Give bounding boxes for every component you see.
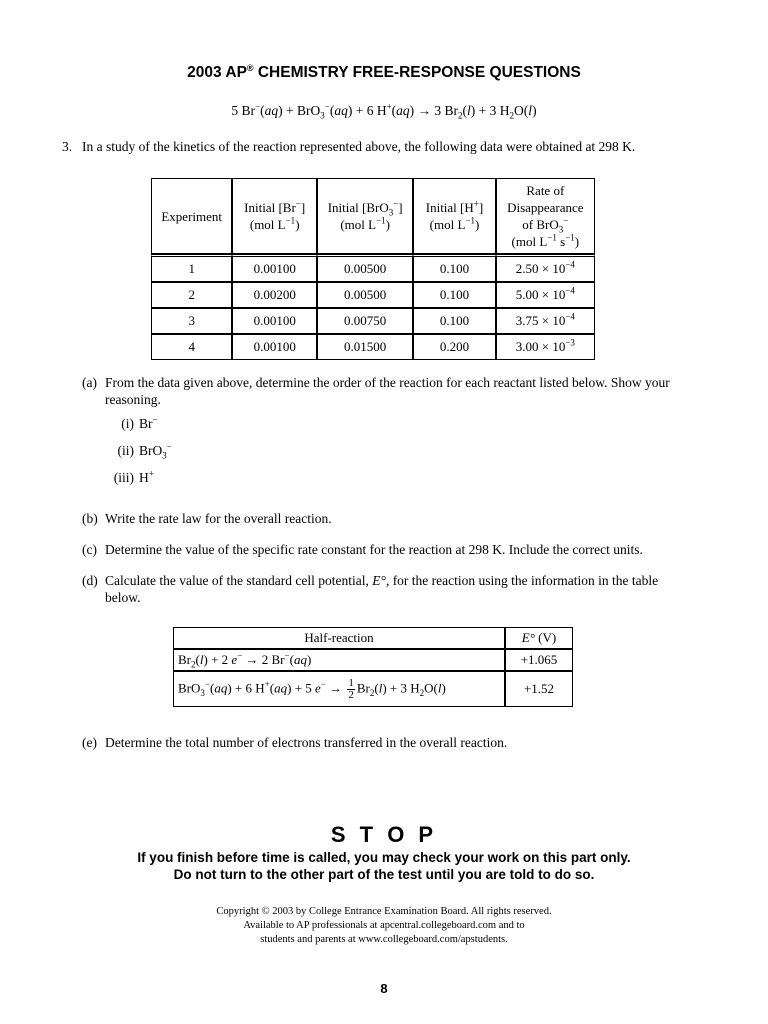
table-row [173, 671, 573, 707]
table-row [151, 282, 595, 308]
e-value-bro3: +1.52 [505, 671, 573, 707]
header-h: Initial [H+] (mol $L^{-1}$) [413, 178, 495, 254]
cell-h: 0.100 [413, 308, 495, 334]
table-row [151, 334, 595, 360]
part-a-label: (a) [82, 375, 97, 390]
part-b [82, 510, 332, 527]
cell-experiment: 2 [151, 282, 232, 308]
part-e [82, 734, 507, 751]
half-reaction-br2: $Br_2(l) + 2$ e− → 2 Br−(aq) [173, 649, 505, 671]
stop-message-line1: If you finish before time is called, you may check your work on this part only. [137, 850, 631, 865]
table-row [151, 254, 595, 282]
header-br: Initial [Br−] (mol $L^{-1}$) [232, 178, 317, 254]
cell-h: 0.100 [413, 254, 495, 282]
cell-h: 0.200 [413, 334, 495, 360]
question-3-intro [62, 139, 635, 155]
part-e-label: (e) [82, 735, 97, 750]
part-e-text: Determine the total number of electrons transferred in the overall reaction. [105, 735, 508, 750]
header-half-reaction: Half-reaction [173, 627, 505, 649]
e-value-br2: +1.065 [505, 649, 573, 671]
rate-data-table [151, 178, 595, 360]
cell-br: 0.00200 [232, 282, 317, 308]
cell-bro3: 0.00500 [317, 282, 413, 308]
cell-br: 0.00100 [232, 334, 317, 360]
part-a [82, 374, 670, 408]
part-c [82, 541, 643, 558]
cell-br: 0.00100 [232, 308, 317, 334]
part-d-label: (d) [82, 573, 98, 588]
question-text: In a study of the kinetics of the reaction represented above, the following data were obtained at 298 K. [82, 139, 636, 154]
part-b-text: Write the rate law for the overall reaction. [105, 511, 332, 526]
part-d: (d) Calculate the value of the standard cell potential, E°, for the reaction using the information in the table below. [82, 573, 659, 605]
stop-heading: S T O P [330, 822, 438, 847]
header-e-standard: E° (V) [505, 627, 573, 649]
copyright-line3: students and parents at www.collegeboard.com/apstudents. [260, 934, 508, 945]
cell-experiment: 1 [151, 254, 232, 282]
cell-bro3: 0.01500 [317, 334, 413, 360]
table-row [151, 308, 595, 334]
cell-experiment: 3 [151, 308, 232, 334]
cell-h: 0.100 [413, 282, 495, 308]
page-title: 2003 AP® CHEMISTRY FREE-RESPONSE QUESTIONS [187, 62, 581, 81]
reaction-equation: 5 Br−(aq) + BrO$_3$−(aq) + 6 H+(aq) → 3 $Br_2(l) + 3$ $H_2O(l)$ [231, 101, 537, 121]
part-a-item-i: (i) Br− [121, 414, 158, 431]
part-d-text-cont: below. [105, 590, 141, 605]
part-c-label: (c) [82, 542, 97, 557]
part-b-label: (b) [82, 511, 98, 526]
cell-rate: $3.75 \times 10^{-4}$ [496, 308, 595, 334]
part-a-item-ii: (ii) BrO$_3$− [117, 441, 172, 461]
part-a-text-cont: reasoning. [105, 392, 161, 407]
rate-table-header-row [151, 178, 595, 254]
header-rate: Rate of Disappearance of BrO$_3$− (mol $L^{-1}$ $s^{-1}$) [496, 178, 595, 254]
half-reaction-bro3: BrO$_3$−(aq) + 6 H+(aq) + 5 e− → $\frac{1}{2}$ $Br_2(l) + 3$ $H_2O(l)$ [173, 671, 505, 707]
header-experiment: Experiment [151, 178, 232, 254]
page-number: 8 [380, 981, 388, 996]
table-row [173, 649, 573, 671]
part-a-item-iii: (iii) H+ [113, 468, 154, 485]
fraction-one-half: $\frac{1}{2}$ [348, 676, 354, 701]
cell-bro3: 0.00750 [317, 308, 413, 334]
cell-bro3: 0.00500 [317, 254, 413, 282]
stop-message-line2: Do not turn to the other part of the test until you are told to do so. [173, 867, 595, 882]
copyright-line2: Available to AP professionals at apcentral.collegeboard.com and to [243, 920, 525, 931]
part-c-text: Determine the value of the specific rate constant for the reaction at 298 K. Include the correct units. [105, 542, 643, 557]
cell-experiment: 4 [151, 334, 232, 360]
question-number: 3. [62, 139, 73, 154]
cell-br: 0.00100 [232, 254, 317, 282]
half-table-header-row [173, 627, 573, 649]
cell-rate: $5.00 \times 10^{-4}$ [496, 282, 595, 308]
copyright-line1: Copyright © 2003 by College Entrance Examination Board. All rights reserved. [216, 906, 552, 917]
header-bro3: Initial [BrO$_3$−] (mol $L^{-1}$) [317, 178, 413, 254]
cell-rate: $3.00 \times 10^{-3}$ [496, 334, 595, 360]
part-a-text: From the data given above, determine the order of the reaction for each reactant listed below. Show your [105, 375, 670, 390]
cell-rate: $2.50 \times 10^{-4}$ [496, 254, 595, 282]
half-reaction-table [173, 627, 573, 707]
